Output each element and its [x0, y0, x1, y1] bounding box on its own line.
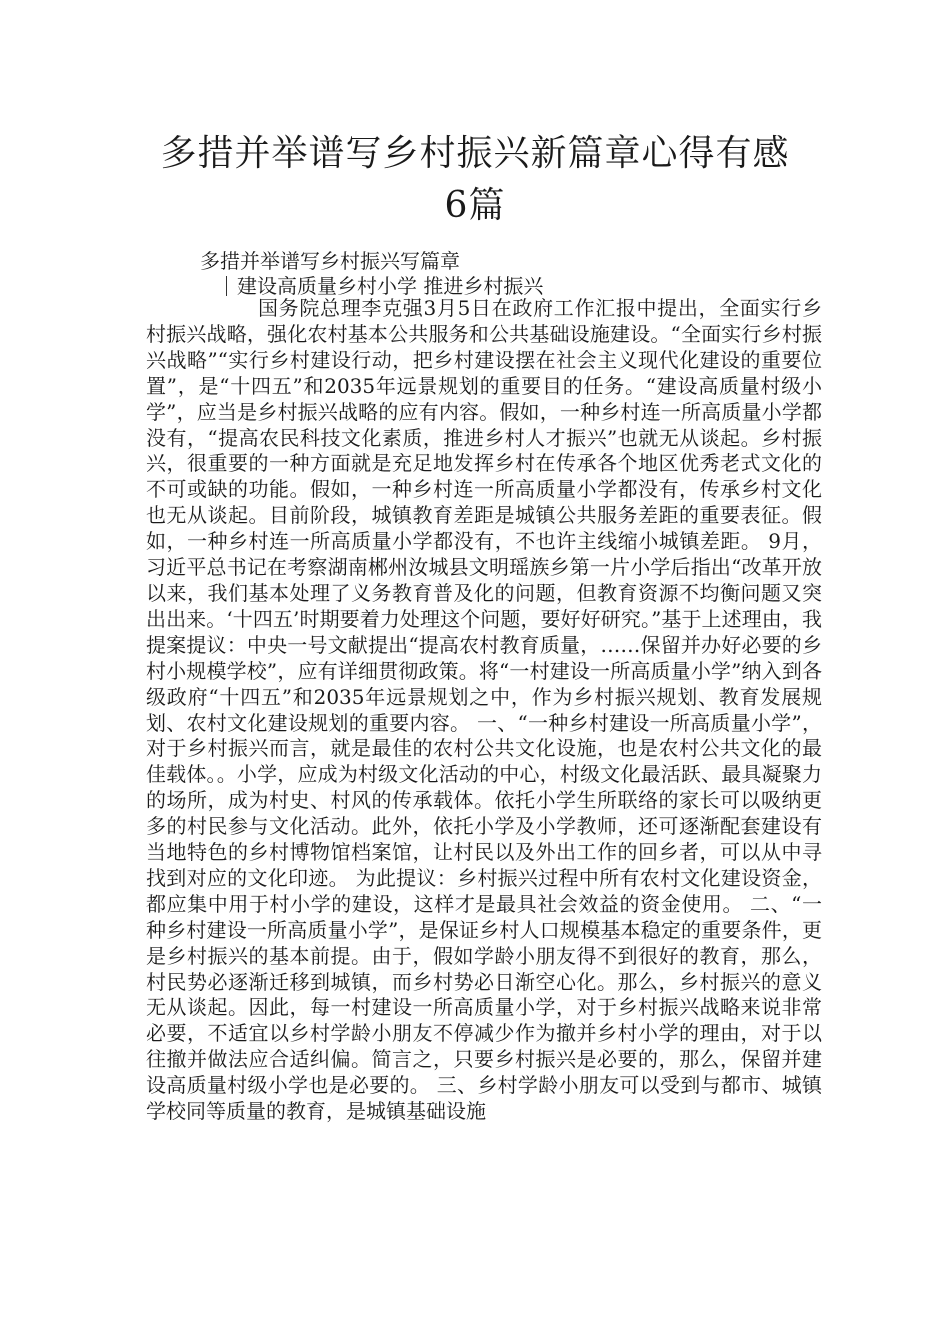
body-text: 国务院总理李克强3月5日在政府工作汇报中提出，全面实行乡村振兴战略，强化农村基本公共服务和公共基础设施建设。“全面实行乡村振兴战略”“实行乡村建设行动，把乡村建设摆在社会主义现代化建设的重要位置”，是“十四五”和2035年远景规划的重要目的任务。“建设高质量村级小学”，应当是乡村振兴战略的应有内容。假如，一种乡村连一所高质量小学都没有，“提高农民科技文化素质，推进乡村人才振兴”也就无从谈起。乡村振兴，很重要的一种方面就是充足地发挥乡村在传承各个地区优秀老式文化的不可或缺的功能。假如，一种乡村连一所高质量小学都没有，传承乡村文化也无从谈起。目前阶段，城镇教育差距是城镇公共服务差距的重要表征。假如，一种乡村连一所高质量小学都没有，不也许主线缩小城镇差距。 9月，习近平总书记在考察湖南郴州汝城县文明瑶族乡第一片小学后指出“改革开放以来，我们基本处理了义务教育普及化的问题，但教育资源不均衡问题又突出出来。‘十四五’时期要着力处理这个问题，要好好研究。”基于上述理由，我提案提议：中央一号文献提出“提高农村教育质量，……保留并办好必要的乡村小规模学校”，应有详细贯彻政策。将“一村建设一所高质量小学”纳入到各级政府“十四五”和2035年远景规划之中，作为乡村振兴规划、教育发展规划、农村文化建设规划的重要内容。 一、“一种乡村建设一所高质量小学”，对于乡村振兴而言，就是最佳的农村公共文化设施，也是农村公共文化的最佳载体。。小学，应成为村级文化活动的中心，村级文化最活跃、最具凝聚力的场所，成为村史、村风的传承载体。依托小学生所联络的家长可以吸纳更多的村民参与文化活动。此外，依托小学及小学教师，还可逐渐配套建设有当地特色的乡村博物馆档案馆，让村民以及外出工作的回乡者，可以从中寻找到对应的文化印迹。 为此提议：乡村振兴过程中所有农村文化建设资金，都应集中用于村小学的建设，这样才是最具社会效益的资金使用。 二、“一种乡村建设一所高质量小学”，是保证乡村人口规模基本稳定的重要条件，更是乡村振兴的基本前提。由于，假如学龄小朋友得不到很好的教育，那么，村民势必逐渐迁移到城镇，而乡村势必日渐空心化。那么，乡村振兴的意义无从谈起。因此，每一村建设一所高质量小学，对于乡村振兴战略来说非常必要，不适宜以乡村学龄小朋友不停减少作为撤并乡村小学的理由，对于以往撤并做法应合适纠偏。简言之，只要乡村振兴是必要的，那么，保留并建设高质量村级小学也是必要的。 三、乡村学龄小朋友可以受到与都市、城镇学校同等质量的教育，是城镇基础设施	[146, 296, 822, 1124]
heading-bar	[226, 276, 227, 296]
document-subtitle: 多措并举谱写乡村振兴写篇章	[200, 249, 460, 273]
section-heading-text: 建设高质量乡村小学 推进乡村振兴	[237, 274, 544, 298]
document-title: 多措并举谱写乡村振兴新篇章心得有感6篇	[160, 133, 790, 226]
